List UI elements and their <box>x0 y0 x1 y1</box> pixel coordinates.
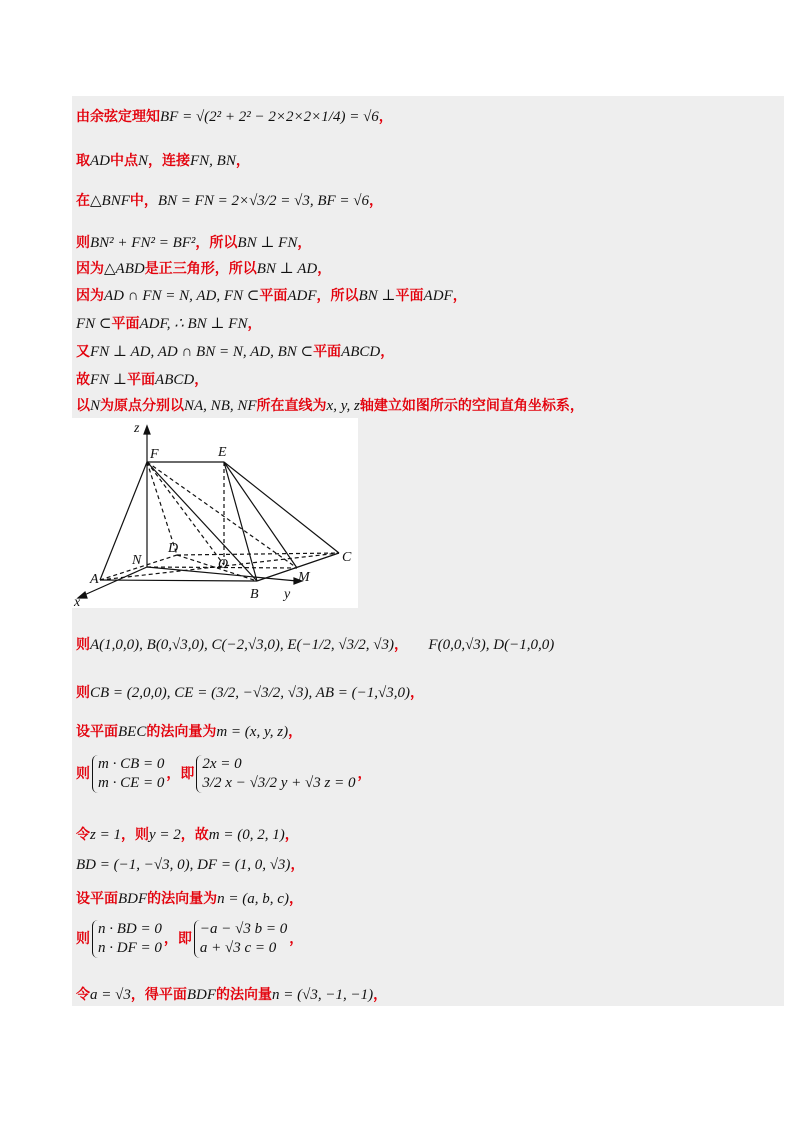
line-system-m <box>76 755 371 793</box>
line-let-z <box>76 826 299 844</box>
text: 轴建立如图所示的空间直角坐标系 <box>359 398 570 414</box>
math: △BNF <box>90 193 130 209</box>
text: 因为 <box>76 288 104 304</box>
text: 设平面 <box>76 724 118 740</box>
punct: ， <box>284 827 299 843</box>
text: 因为 <box>76 261 104 277</box>
label-z: z <box>134 421 140 436</box>
punct: ， <box>369 193 384 209</box>
punct: ， <box>289 931 304 947</box>
text: 则 <box>76 931 90 947</box>
math: ABCD <box>341 344 381 360</box>
math: FN ⊥ <box>90 372 128 388</box>
text: ，则 <box>120 827 149 843</box>
math: △ABD <box>104 261 145 277</box>
math: ABCD <box>155 372 195 388</box>
text: 的法向量为 <box>147 891 218 907</box>
line-let-a <box>76 986 387 1004</box>
punct: ， <box>247 316 262 332</box>
line-cosine-law <box>76 108 393 126</box>
text: 平面 <box>127 372 156 388</box>
text: 以 <box>76 398 90 414</box>
label-f: F <box>150 447 159 462</box>
eq: m · CE = 0 <box>98 775 165 791</box>
text: ，连接 <box>148 153 191 169</box>
math: ADF <box>287 288 317 304</box>
z-axis-arrow <box>144 426 150 434</box>
math: x, y, z <box>326 398 360 414</box>
math: z = 1 <box>90 827 121 843</box>
system-1 <box>92 755 164 793</box>
eq: n · BD = 0 <box>98 921 162 937</box>
label-o: O <box>218 557 229 572</box>
math: CB = (2,0,0), CE = (3/2, −√3/2, √3), AB = (−1,√3,0) <box>90 685 411 701</box>
line-triangle-bnf <box>76 192 383 210</box>
math: BN ⊥ <box>358 288 396 304</box>
geometry-figure <box>72 418 358 608</box>
label-x: x <box>74 595 81 608</box>
text: 令 <box>76 827 90 843</box>
math: F(0,0,√3), D(−1,0,0) <box>428 637 555 653</box>
eq: a + √3 c = 0 <box>199 940 277 956</box>
label-e: E <box>218 445 227 460</box>
text: 令 <box>76 987 90 1003</box>
text: 平面 <box>259 288 288 304</box>
line-fn-in-plane <box>76 315 261 333</box>
math: FN, BN <box>190 153 236 169</box>
edge-dc <box>177 553 339 555</box>
line-vectors <box>76 684 424 702</box>
eq: 3/2 x − √3/2 y + √3 z = 0 <box>202 775 356 791</box>
line-perp-plane-adf <box>76 287 467 305</box>
label-d: D <box>168 541 179 556</box>
label-b: B <box>250 587 259 602</box>
punct: ， <box>373 987 388 1003</box>
text: 中点 <box>110 153 138 169</box>
line-normal-bdf <box>76 890 303 908</box>
solid-diagram <box>72 418 358 608</box>
punct: ， <box>235 153 250 169</box>
math: N <box>90 398 101 414</box>
edge-ec <box>224 462 339 553</box>
eq: −a − √3 b = 0 <box>199 921 288 937</box>
label-a: A <box>90 572 99 587</box>
line-fn-perp-ad <box>76 343 394 361</box>
math: m = (x, y, z) <box>216 724 289 740</box>
line-system-n <box>76 920 303 958</box>
punct: ， <box>452 288 467 304</box>
eq: m · CB = 0 <box>98 756 165 772</box>
text: 故 <box>76 372 90 388</box>
line-point-coords <box>76 636 554 654</box>
line-coordinate-system <box>76 397 584 415</box>
math: BDF <box>186 987 217 1003</box>
math: FN ⊥ AD, AD ∩ BN = N, AD, BN ⊂ <box>90 344 314 360</box>
label-c: C <box>342 550 352 565</box>
text: 为原点分别以 <box>100 398 185 414</box>
math: n = (√3, −1, −1) <box>272 987 374 1003</box>
label-y: y <box>284 587 291 602</box>
edge-fo <box>147 462 224 565</box>
text: ，所以 <box>195 235 238 251</box>
text: 平面 <box>313 344 342 360</box>
math: AD <box>90 153 110 169</box>
math: BN ⊥ AD <box>256 261 318 277</box>
text: 由余弦定理知 <box>76 109 160 125</box>
edge-ab <box>100 580 257 581</box>
label-n: N <box>132 553 142 568</box>
math: BEC <box>118 724 147 740</box>
text: 平面 <box>395 288 424 304</box>
punct: ， <box>317 261 332 277</box>
math: a = √3 <box>90 987 131 1003</box>
punct: ， <box>297 235 312 251</box>
text: 所在直线为 <box>256 398 327 414</box>
line-normal-bec <box>76 723 302 741</box>
math: y = 2 <box>148 827 181 843</box>
text: ，所以 <box>316 288 359 304</box>
punct: ， <box>569 398 584 414</box>
math: m = (0, 2, 1) <box>208 827 285 843</box>
text: ，即 <box>163 931 192 947</box>
text: 平面 <box>111 316 140 332</box>
punct: ， <box>378 109 393 125</box>
text: 在 <box>76 193 90 209</box>
text: 设平面 <box>76 891 118 907</box>
line-midpoint <box>76 152 250 170</box>
line-equilateral <box>76 260 331 278</box>
text: 是正三角形，所以 <box>144 261 257 277</box>
eq: 2x = 0 <box>202 756 242 772</box>
math: AD ∩ FN = N, AD, FN ⊂ <box>104 288 260 304</box>
text: 则 <box>76 235 90 251</box>
punct: ， <box>288 891 303 907</box>
formula-bf: BF = √(2² + 2² − 2×2×2×1/4) = √6 <box>160 109 379 125</box>
math: N <box>138 153 149 169</box>
math: n = (a, b, c) <box>217 891 289 907</box>
math: BD = (−1, −√3, 0), DF = (1, 0, √3) <box>76 857 291 873</box>
punct: ， <box>410 685 425 701</box>
text: ，故 <box>180 827 209 843</box>
punct: ， <box>290 857 305 873</box>
text: 中， <box>129 193 158 209</box>
math: A(1,0,0), B(0,√3,0), C(−2,√3,0), E(−1/2, √3/2, √3) <box>90 637 394 653</box>
eq: n · DF = 0 <box>98 940 162 956</box>
text: 又 <box>76 344 90 360</box>
math: FN ⊂ <box>76 316 112 332</box>
text: 则 <box>76 685 90 701</box>
punct: ， <box>288 724 303 740</box>
text: 则 <box>76 766 90 782</box>
label-m: M <box>298 570 310 585</box>
text: 取 <box>76 153 90 169</box>
text: ，得平面 <box>130 987 187 1003</box>
system-3 <box>92 920 162 958</box>
punct: ， <box>357 766 372 782</box>
formula-bn: BN = FN = 2×√3/2 = √3, BF = √6 <box>157 193 370 209</box>
system-4 <box>194 920 287 958</box>
text: 则 <box>76 637 90 653</box>
math: BDF <box>118 891 148 907</box>
math: BN² + FN² = BF² <box>90 235 196 251</box>
line-fn-perp-abcd <box>76 371 208 389</box>
punct: ， <box>380 344 395 360</box>
math: ADF, ∴ BN ⊥ FN <box>139 316 248 332</box>
line-vectors-bd-df <box>76 856 304 874</box>
math: ADF <box>423 288 453 304</box>
text: ，即 <box>166 766 195 782</box>
text: 的法向量为 <box>146 724 217 740</box>
punct: ， <box>393 637 408 653</box>
math: BN ⊥ FN <box>237 235 298 251</box>
text: 的法向量 <box>216 987 273 1003</box>
line-pythagoras <box>76 234 311 252</box>
math: NA, NB, NF <box>184 398 257 414</box>
punct: ， <box>194 372 209 388</box>
edge-em <box>224 462 297 568</box>
system-2 <box>196 755 355 793</box>
